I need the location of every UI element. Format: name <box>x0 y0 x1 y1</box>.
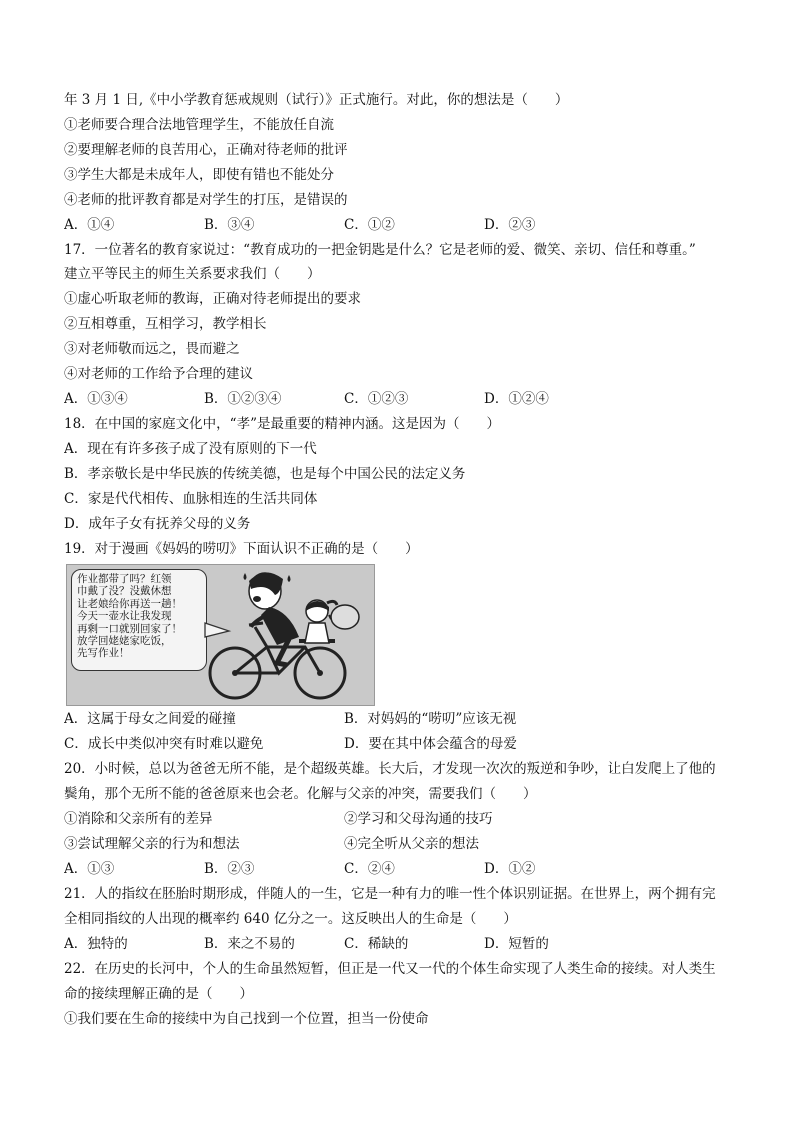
q17-stem-2: 建立平等民主的师生关系要求我们（ ） <box>64 266 321 282</box>
q17-option-c: C．①②③ <box>344 391 409 407</box>
q17-statement-1: ①虚心听取老师的教诲，正确对待老师提出的要求 <box>64 291 361 307</box>
q18-option-d: D．成年子女有抚养父母的义务 <box>64 516 251 532</box>
bubble-line: 今天一壶水让我发现 <box>77 610 172 623</box>
q19-option-d: D．要在其中体会蕴含的母爱 <box>344 736 517 752</box>
q16-statement-2: ②要理解老师的良苦用心，正确对待老师的批评 <box>64 142 348 158</box>
q16-statement-4: ④老师的批评教育都是对学生的打压，是错误的 <box>64 192 348 208</box>
q16-options <box>64 213 744 238</box>
q20-option-b: B．②③ <box>204 861 255 877</box>
q22-stem-2: 命的接续理解正确的是（ ） <box>64 986 253 1002</box>
q21-stem-2: 全相同指纹的人出现的概率约 640 亿分之一。这反映出人的生命是（ ） <box>64 911 517 927</box>
q20-statements-row-2 <box>64 832 744 857</box>
q19-option-c: C．成长中类似冲突有时难以避免 <box>64 736 264 752</box>
q20-stem-2: 鬓角，那个无所不能的爸爸原来也会老。化解与父亲的冲突，需要我们（ ） <box>64 786 537 802</box>
bubble-line: 先写作业！ <box>77 647 130 660</box>
q17-statement-3: ③对老师敬而远之，畏而避之 <box>64 341 240 357</box>
q16-option-d: D．②③ <box>484 217 536 233</box>
q22-stem-1: 22．在历史的长河中，个人的生命虽然短暂，但正是一代又一代的个体生命实现了人类生命的接续。对人类生 <box>64 961 716 977</box>
q17-stem-1: 17．一位著名的教育家说过：“教育成功的一把金钥匙是什么？它是老师的爱、微笑、亲切、信任和尊重。” <box>64 242 696 258</box>
q17-statement-2: ②互相尊重，互相学习，教学相长 <box>64 316 267 332</box>
q17-statement-4: ④对老师的工作给予合理的建议 <box>64 366 253 382</box>
q21-options <box>64 932 744 957</box>
cartoon-mothers-nagging <box>66 564 375 706</box>
q20-statement-4: ④完全听从父亲的想法 <box>344 836 479 852</box>
bubble-line: 巾戴了没？没戴休想 <box>77 585 172 598</box>
q21-option-c: C．稀缺的 <box>344 936 409 952</box>
q20-statement-3: ③尝试理解父亲的行为和想法 <box>64 836 240 852</box>
q19-options-row-1 <box>64 707 744 732</box>
bicycle-scene-illustration <box>67 565 374 705</box>
q20-stem-1: 20．小时候，总以为爸爸无所不能，是个超级英雄。长大后，才发现一次次的叛逆和争吵，让白发爬上了他的 <box>64 761 716 777</box>
q18-option-c: C．家是代代相传、血脉相连的生活共同体 <box>64 491 318 507</box>
q19-stem: 19．对于漫画《妈妈的唠叨》下面认识不正确的是（ ） <box>64 541 419 557</box>
q17-option-b: B．①②③④ <box>204 391 282 407</box>
q16-statement-1: ①老师要合理合法地管理学生，不能放任自流 <box>64 117 334 133</box>
q21-option-a: A．独特的 <box>64 936 128 952</box>
q21-stem-1: 21．人的指纹在胚胎时期形成，伴随人的一生，它是一种有力的唯一性个体识别证据。在世界上，两个拥有完 <box>64 886 716 902</box>
q17-option-a: A．①③④ <box>64 391 128 407</box>
bubble-line: 再剩一口就别回家了！ <box>77 622 182 635</box>
q18-stem: 18．在中国的家庭文化中，“孝”是最重要的精神内涵。这是因为（ ） <box>64 416 500 432</box>
q20-statements-row-1 <box>64 807 744 832</box>
q19-option-b: B．对妈妈的“唠叨”应该无视 <box>344 711 517 727</box>
q21-option-b: B．来之不易的 <box>204 936 295 952</box>
q18-option-b: B．孝亲敬长是中华民族的传统美德，也是每个中国公民的法定义务 <box>64 466 466 482</box>
q21-option-d: D．短暂的 <box>484 936 549 952</box>
q16-option-a: A．①④ <box>64 217 115 233</box>
q20-statement-1: ①消除和父亲所有的差异 <box>64 811 213 827</box>
q20-statement-2: ②学习和父母沟通的技巧 <box>344 811 493 827</box>
q16-option-c: C．①② <box>344 217 395 233</box>
bubble-line: 作业都带了吗？红领 <box>77 573 172 585</box>
q16-stem-tail: 年 3 月 1 日,《中小学教育惩戒规则（试行）》正式施行。对此，你的想法是（ ） <box>64 92 569 108</box>
q20-option-d: D．①② <box>484 861 536 877</box>
q20-options <box>64 857 744 882</box>
bubble-line: 放学回姥姥家吃饭， <box>77 635 172 648</box>
q19-option-a: A．这属于母女之间爱的碰撞 <box>64 711 236 727</box>
q16-option-b: B．③④ <box>204 217 255 233</box>
q18-option-a: A．现在有许多孩子成了没有原则的下一代 <box>64 441 317 457</box>
q16-statement-3: ③学生大都是未成年人，即使有错也不能处分 <box>64 167 334 183</box>
bubble-line: 让老娘给你再送一趟！ <box>77 597 182 610</box>
q17-option-d: D．①②④ <box>484 391 549 407</box>
q20-option-a: A．①③ <box>64 861 115 877</box>
q20-option-c: C．②④ <box>344 861 395 877</box>
q19-options-row-2 <box>64 732 744 757</box>
q22-statement-1: ①我们要在生命的接续中为自己找到一个位置，担当一份使命 <box>64 1011 429 1027</box>
q17-options <box>64 387 744 412</box>
